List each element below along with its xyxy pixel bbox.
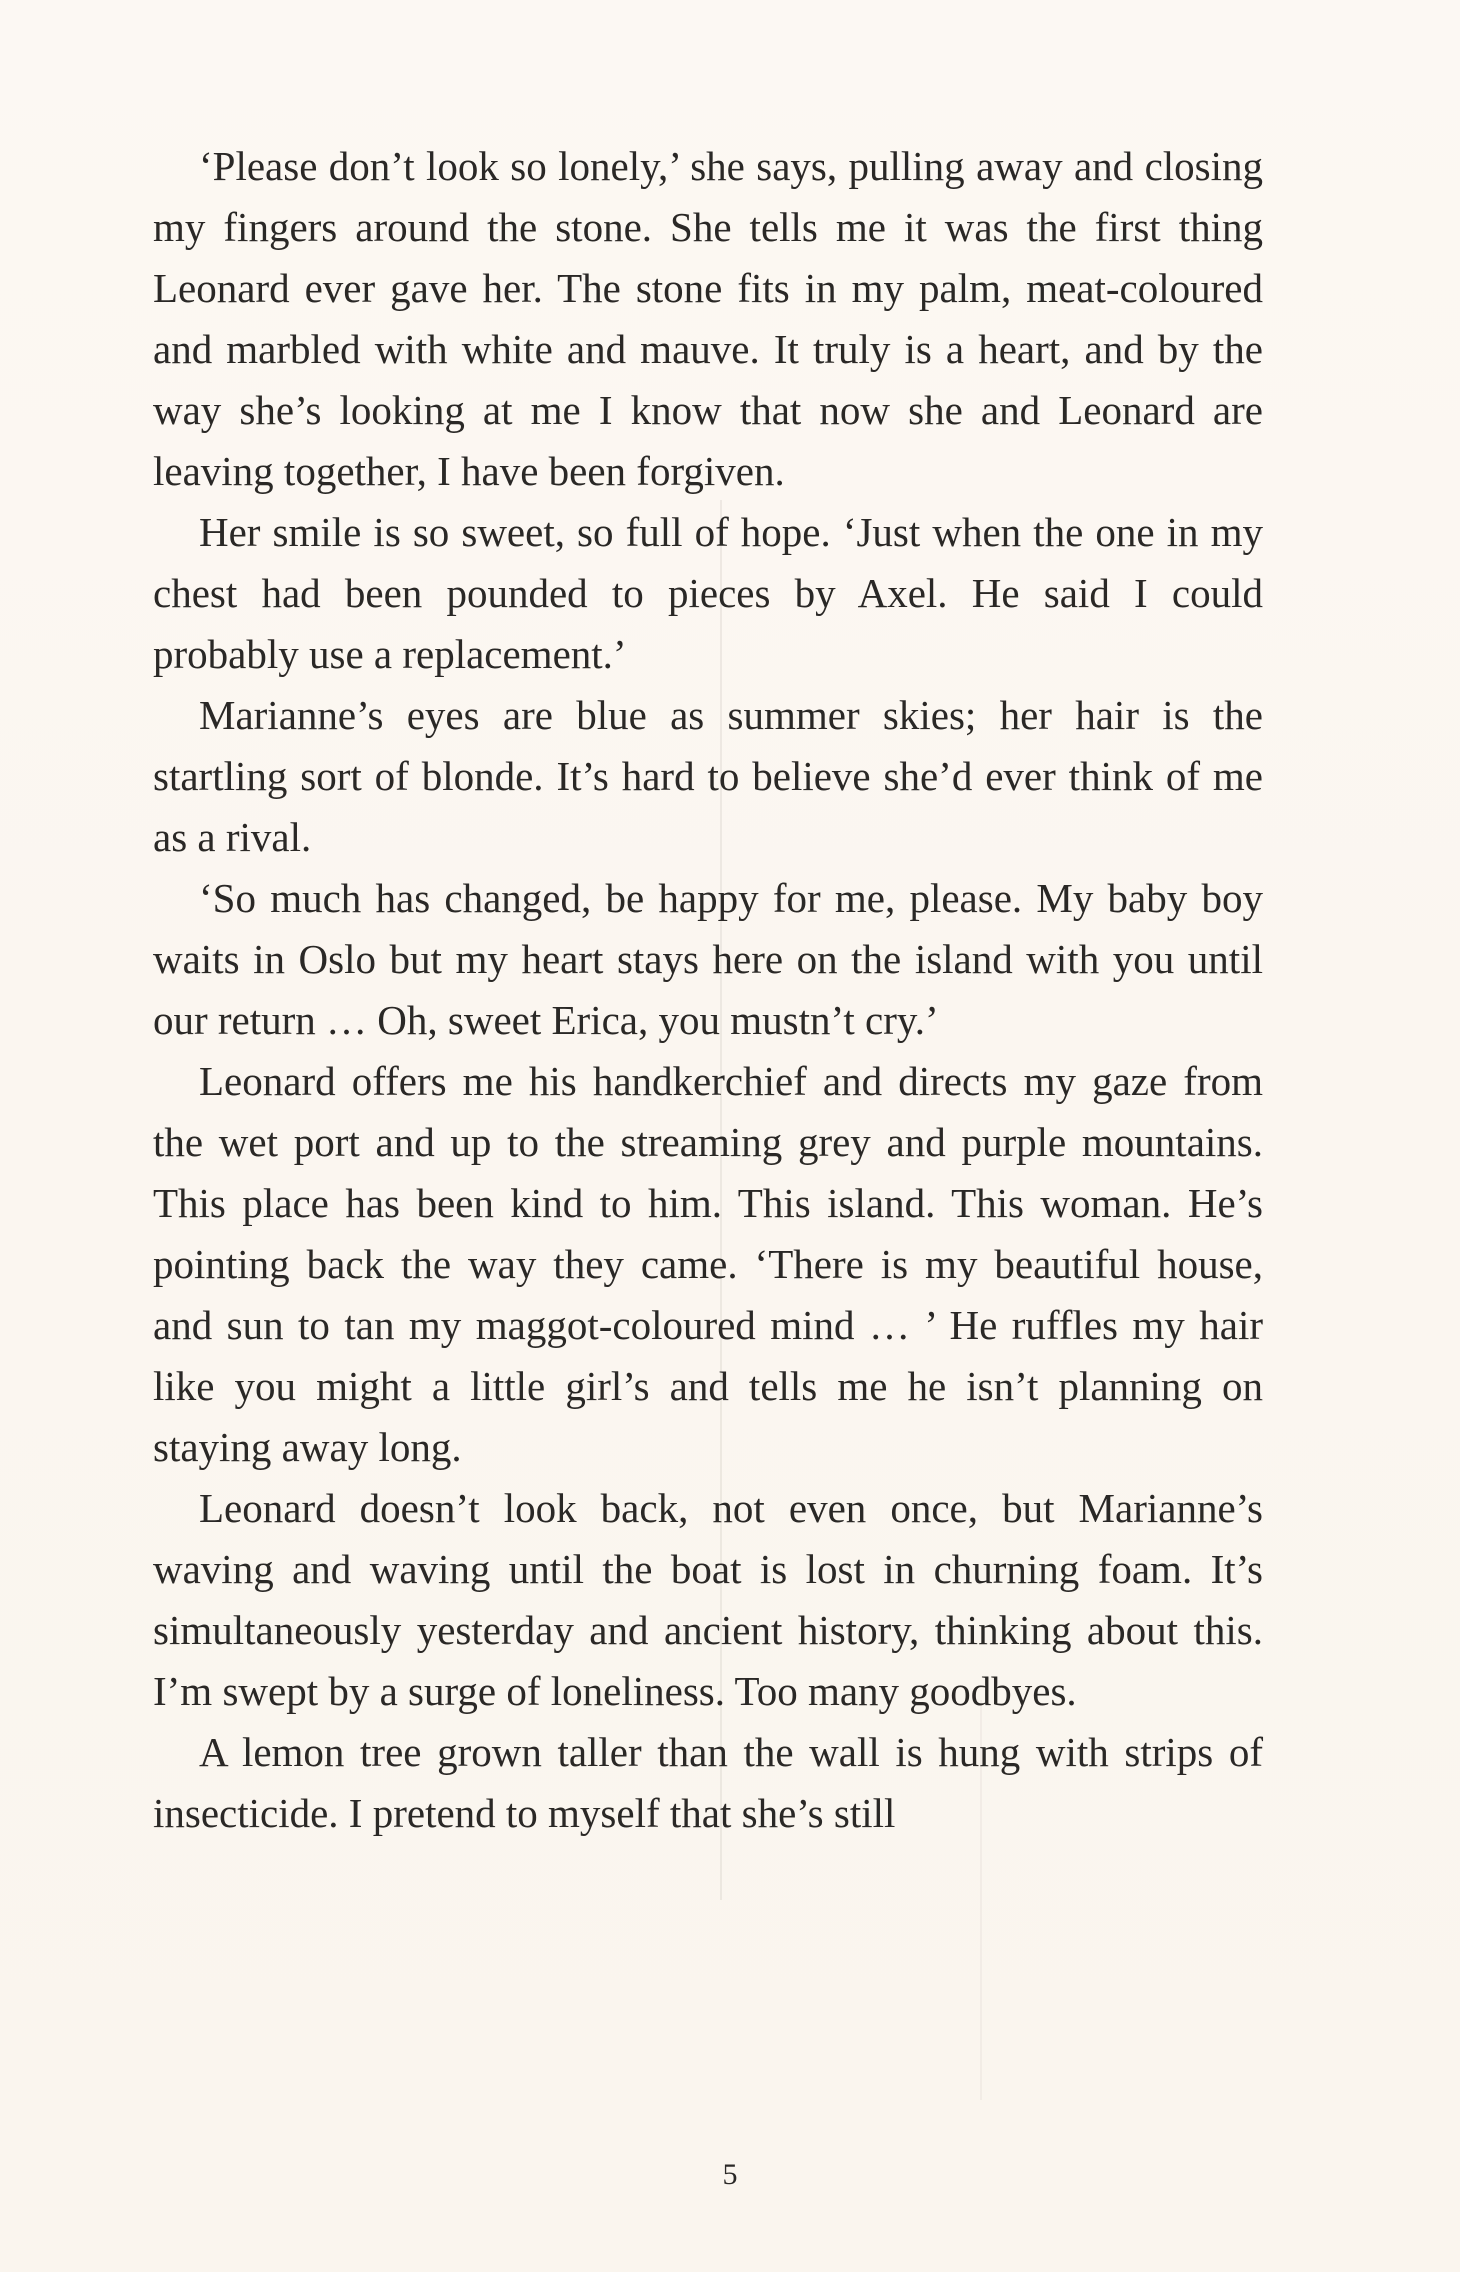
paragraph: A lemon tree grown taller than the wall is hung with strips of insecticide. I pretend to myself that she’s still bbox=[153, 1729, 1263, 1836]
body-text bbox=[153, 136, 1263, 1844]
paragraph: Her smile is so sweet, so full of hope. ‘Just when the one in my chest had been pounded to pieces by Axel. He said I could probably use a replacement.’ bbox=[153, 509, 1263, 677]
paragraph: ‘So much has changed, be happy for me, please. My baby boy waits in Oslo but my heart stays here on the island with you until our return … Oh, sweet Erica, you mustn’t cry.’ bbox=[153, 875, 1263, 1043]
paragraph: ‘Please don’t look so lonely,’ she says, pulling away and closing my fingers around the stone. She tells me it was the first thing Leonard ever gave her. The stone fits in my palm, meat-coloured and marbled with white and mauve. It truly is a heart, and by the way she’s looking at me I know that now she and Leonard are leaving together, I have been forgiven. bbox=[153, 143, 1263, 494]
page-number: 5 bbox=[722, 2158, 738, 2191]
paragraph: Leonard offers me his handkerchief and directs my gaze from the wet port and up to the streaming grey and purple mountains. This place has been kind to him. This island. This woman. He’s pointing back the way they came. ‘There is my beautiful house, and sun to tan my maggot-coloured mind … ’ He ruffles my hair like you might a little girl’s and tells me he isn’t planning on staying away long. bbox=[153, 1058, 1263, 1470]
paragraph: Marianne’s eyes are blue as summer skies; her hair is the startling sort of blonde. It’s hard to believe she’d ever think of me as a rival. bbox=[153, 692, 1263, 860]
paragraph: Leonard doesn’t look back, not even once, but Marianne’s waving and waving until the boat is lost in churning foam. It’s simultaneously yesterday and ancient history, thinking about this. I’m swept by a surge of loneliness. Too many goodbyes. bbox=[153, 1485, 1263, 1714]
